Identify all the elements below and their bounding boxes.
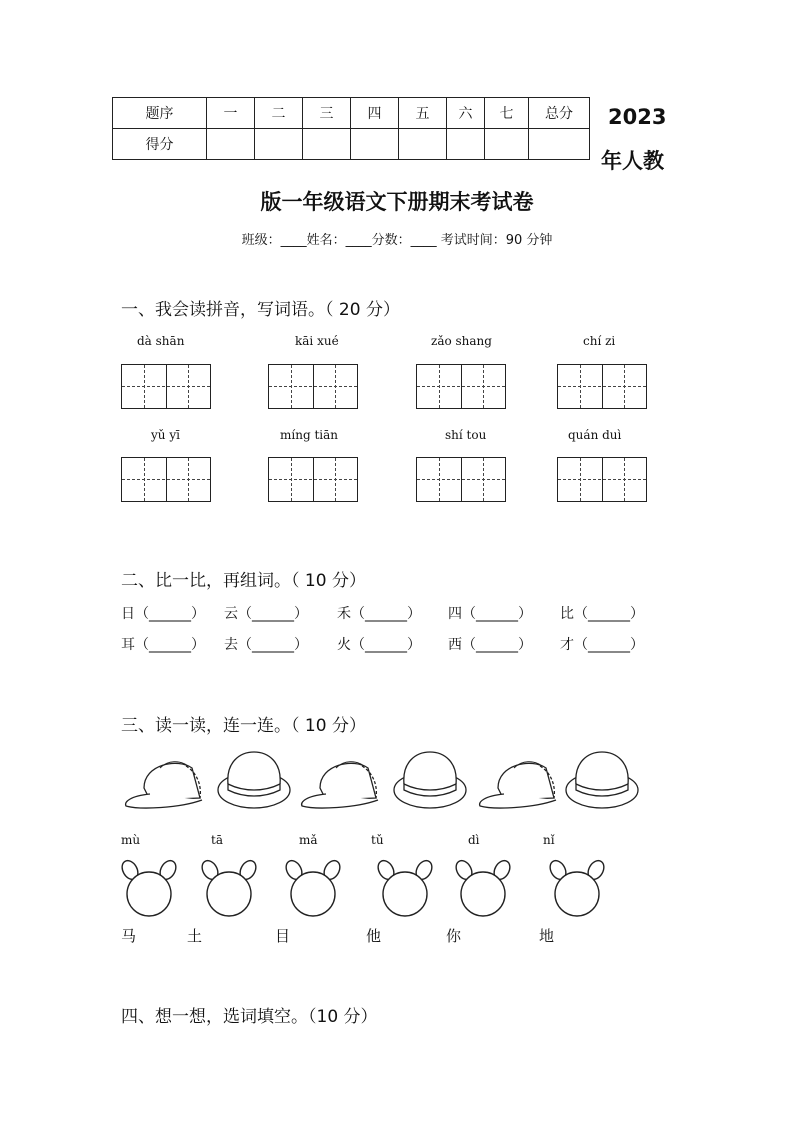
score-col-4: 四 [351,98,399,129]
title-year: 2023 [608,105,667,129]
pinyin-2: kāi xué [295,334,339,348]
pinyin-1: dà shān [137,334,185,348]
score-cell [399,129,447,160]
pinyin-8: quán duì [568,428,622,442]
writing-grid[interactable] [121,364,211,409]
pinyin-ta: tā [211,833,223,847]
compare-item[interactable]: 火（______） [337,637,421,653]
compare-item[interactable]: 西（______） [448,637,532,653]
hats-illustration [120,748,650,818]
score-col-3: 三 [303,98,351,129]
score-cell [447,129,485,160]
writing-grid[interactable] [557,364,647,409]
writing-grid[interactable] [268,457,358,502]
score-row-label: 得分 [113,129,207,160]
char-mu[interactable]: 目 [275,927,291,945]
pinyin-4: chí zi [583,334,616,348]
compare-item[interactable]: 才（______） [560,637,644,653]
pinyin-mu: mù [121,833,141,847]
pinyin-3: zǎo shang [431,334,492,348]
score-col-7: 七 [485,98,529,129]
score-col-1: 一 [207,98,255,129]
writing-grid[interactable] [268,364,358,409]
score-cell [255,129,303,160]
compare-item[interactable]: 云（______） [224,606,308,622]
char-ta[interactable]: 他 [366,927,382,945]
compare-item[interactable]: 耳（______） [121,637,205,653]
score-table [112,97,590,160]
info-line: 班级：____姓名：____分数：____ 考试时间：90 分钟 [241,233,553,248]
page-title: 版一年级语文下册期末考试卷 [260,190,534,214]
score-cell [485,129,529,160]
section1-heading: 一、我会读拼音，写词语。（ 20 分） [121,300,400,320]
score-cell [529,129,590,160]
compare-item[interactable]: 四（______） [448,606,532,622]
pinyin-tu: tǔ [371,833,384,847]
writing-grid[interactable] [416,364,506,409]
score-cell [207,129,255,160]
pinyin-di: dì [468,833,480,847]
writing-grid[interactable] [121,457,211,502]
pinyin-6: míng tiān [280,428,338,442]
pinyin-7: shí tou [445,428,487,442]
compare-item[interactable]: 日（______） [121,606,205,622]
section2-heading: 二、比一比，再组词。（ 10 分） [121,571,366,591]
score-col-5: 五 [399,98,447,129]
char-ma[interactable]: 马 [121,927,137,945]
section4-heading: 四、想一想，选词填空。（10 分） [121,1007,378,1027]
score-cell [303,129,351,160]
pinyin-ni: nǐ [543,833,555,847]
title-tail: 年人教 [601,149,664,173]
char-di[interactable]: 地 [539,927,555,945]
compare-item[interactable]: 禾（______） [337,606,421,622]
score-header-label: 题序 [113,98,207,129]
score-col-2: 二 [255,98,303,129]
score-col-6: 六 [447,98,485,129]
compare-item[interactable]: 比（______） [560,606,644,622]
char-tu[interactable]: 土 [187,927,203,945]
pinyin-5: yǔ yī [151,428,180,442]
score-cell [351,129,399,160]
pinyin-ma: mǎ [299,833,318,847]
score-col-total: 总分 [529,98,590,129]
writing-grid[interactable] [416,457,506,502]
writing-grid[interactable] [557,457,647,502]
rabbits-illustration [118,856,618,918]
section3-heading: 三、读一读，连一连。（ 10 分） [121,716,366,736]
compare-item[interactable]: 去（______） [224,637,308,653]
char-ni[interactable]: 你 [446,927,462,945]
